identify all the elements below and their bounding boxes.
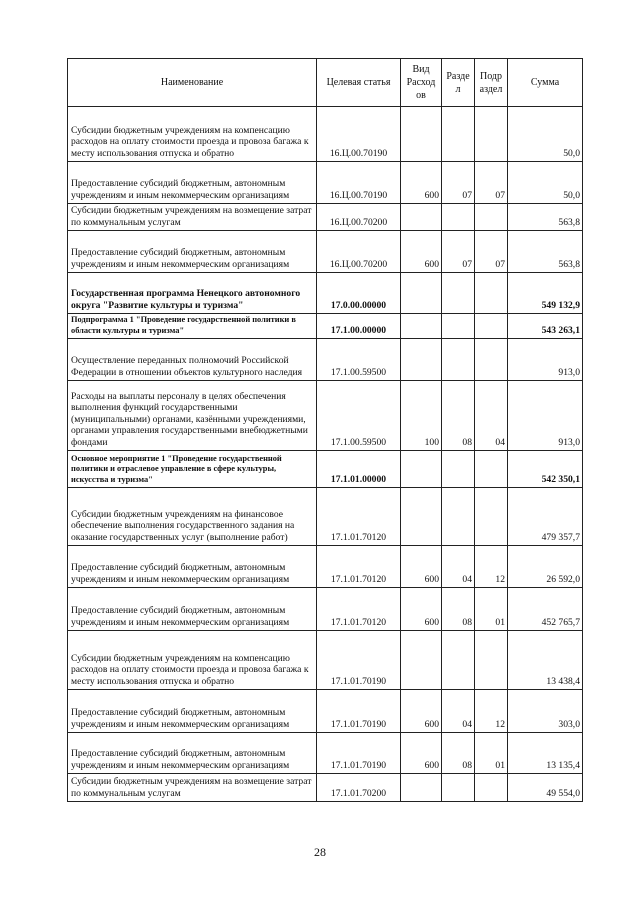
header-type: Вид Расход ов (401, 59, 442, 107)
row-sum: 549 132,9 (508, 273, 583, 314)
table-row (68, 162, 583, 204)
row-sum: 50,0 (508, 107, 583, 162)
row-name: Государственная программа Ненецкого автономного округа "Развитие культуры и туризма" (68, 273, 317, 314)
header-subsection: Подр аздел (475, 59, 508, 107)
row-section: 04 (442, 690, 475, 733)
row-name: Предоставление субсидий бюджетным, автономным учреждениям и иным некоммерческим организациям (68, 546, 317, 588)
row-type (401, 339, 442, 381)
row-section (442, 314, 475, 339)
row-target: 17.1.01.70120 (317, 488, 401, 546)
row-sum: 563,8 (508, 231, 583, 273)
header-section: Разде л (442, 59, 475, 107)
header-sum: Сумма (508, 59, 583, 107)
row-subsection: 07 (475, 162, 508, 204)
row-type (401, 204, 442, 231)
table-row (68, 231, 583, 273)
row-type: 600 (401, 690, 442, 733)
table-row (68, 733, 583, 774)
table-row (68, 631, 583, 690)
row-name: Расходы на выплаты персоналу в целях обеспечения выполнения функций государственными (муниципальными) органами, казёнными учреждениями, органами управления государственными внебюджетными фондами (68, 381, 317, 451)
row-section (442, 774, 475, 802)
header-target: Целевая статья (317, 59, 401, 107)
row-type (401, 273, 442, 314)
row-subsection: 04 (475, 381, 508, 451)
row-subsection: 12 (475, 690, 508, 733)
row-type: 600 (401, 162, 442, 204)
row-type (401, 631, 442, 690)
row-name: Предоставление субсидий бюджетным, автономным учреждениям и иным некоммерческим организациям (68, 733, 317, 774)
row-target: 17.1.01.70200 (317, 774, 401, 802)
row-name: Осуществление переданных полномочий Российской Федерации в отношении объектов культурного наследия (68, 339, 317, 381)
table-row (68, 273, 583, 314)
row-target: 17.1.01.70190 (317, 690, 401, 733)
row-subsection (475, 451, 508, 488)
row-sum: 50,0 (508, 162, 583, 204)
table-row (68, 774, 583, 802)
row-sum: 13 438,4 (508, 631, 583, 690)
row-target: 16.Ц.00.70200 (317, 231, 401, 273)
row-section: 04 (442, 546, 475, 588)
row-target: 17.1.01.70190 (317, 733, 401, 774)
row-target: 17.0.00.00000 (317, 273, 401, 314)
row-section: 07 (442, 162, 475, 204)
row-subsection (475, 774, 508, 802)
row-target: 17.1.00.59500 (317, 381, 401, 451)
row-section (442, 204, 475, 231)
table-row (68, 690, 583, 733)
row-target: 17.1.01.70120 (317, 546, 401, 588)
table-row (68, 107, 583, 162)
row-name: Субсидии бюджетным учреждениям на возмещение затрат по коммунальным услугам (68, 774, 317, 802)
row-sum: 913,0 (508, 339, 583, 381)
row-name: Предоставление субсидий бюджетным, автономным учреждениям и иным некоммерческим организациям (68, 588, 317, 631)
row-section: 08 (442, 733, 475, 774)
row-section: 08 (442, 588, 475, 631)
row-type: 100 (401, 381, 442, 451)
row-sum: 26 592,0 (508, 546, 583, 588)
row-name: Субсидии бюджетным учреждениям на компенсацию расходов на оплату стоимости проезда и провоза багажа к месту использования отпуска и обратно (68, 107, 317, 162)
row-sum: 303,0 (508, 690, 583, 733)
row-target: 17.1.00.00000 (317, 314, 401, 339)
row-subsection (475, 631, 508, 690)
row-sum: 479 357,7 (508, 488, 583, 546)
row-section (442, 107, 475, 162)
table-row (68, 204, 583, 231)
row-target: 16.Ц.00.70190 (317, 162, 401, 204)
row-subsection: 12 (475, 546, 508, 588)
row-name: Субсидии бюджетным учреждениям на компенсацию расходов на оплату стоимости проезда и провоза багажа к месту использования отпуска и обратно (68, 631, 317, 690)
row-subsection (475, 107, 508, 162)
row-sum: 563,8 (508, 204, 583, 231)
budget-table (67, 58, 583, 802)
row-type: 600 (401, 588, 442, 631)
row-name: Основное мероприятие 1 "Проведение государственной политики и отраслевое управление в сфере культуры, искусства и туризма" (68, 451, 317, 488)
table-row (68, 314, 583, 339)
row-section (442, 488, 475, 546)
row-sum: 13 135,4 (508, 733, 583, 774)
row-name: Субсидии бюджетным учреждениям на возмещение затрат по коммунальным услугам (68, 204, 317, 231)
row-type (401, 107, 442, 162)
row-target: 17.1.01.00000 (317, 451, 401, 488)
row-type (401, 488, 442, 546)
row-name: Предоставление субсидий бюджетным, автономным учреждениям и иным некоммерческим организациям (68, 162, 317, 204)
table-row (68, 451, 583, 488)
row-type (401, 314, 442, 339)
table-row (68, 488, 583, 546)
row-type (401, 774, 442, 802)
row-section (442, 339, 475, 381)
row-name: Подпрограмма 1 "Проведение государственной политики в области культуры и туризма" (68, 314, 317, 339)
row-subsection: 01 (475, 733, 508, 774)
row-target: 17.1.00.59500 (317, 339, 401, 381)
header-name: Наименование (68, 59, 317, 107)
table-header-row (68, 59, 583, 107)
row-type: 600 (401, 546, 442, 588)
row-type: 600 (401, 733, 442, 774)
row-sum: 452 765,7 (508, 588, 583, 631)
row-sum: 543 263,1 (508, 314, 583, 339)
row-subsection (475, 488, 508, 546)
table-row (68, 339, 583, 381)
table-row (68, 381, 583, 451)
page-number: 28 (314, 845, 326, 859)
row-name: Субсидии бюджетным учреждениям на финансовое обеспечение выполнения государственного задания на оказание государственных услуг (выполнение работ) (68, 488, 317, 546)
row-subsection (475, 273, 508, 314)
row-subsection (475, 314, 508, 339)
row-subsection (475, 339, 508, 381)
table-row (68, 588, 583, 631)
row-subsection: 01 (475, 588, 508, 631)
row-sum: 49 554,0 (508, 774, 583, 802)
row-sum: 913,0 (508, 381, 583, 451)
row-subsection (475, 204, 508, 231)
row-type: 600 (401, 231, 442, 273)
row-sum: 542 350,1 (508, 451, 583, 488)
row-section: 08 (442, 381, 475, 451)
row-type (401, 451, 442, 488)
row-name: Предоставление субсидий бюджетным, автономным учреждениям и иным некоммерческим организациям (68, 690, 317, 733)
row-target: 16.Ц.00.70200 (317, 204, 401, 231)
row-target: 16.Ц.00.70190 (317, 107, 401, 162)
row-section (442, 451, 475, 488)
row-target: 17.1.01.70190 (317, 631, 401, 690)
row-name: Предоставление субсидий бюджетным, автономным учреждениям и иным некоммерческим организациям (68, 231, 317, 273)
row-section (442, 273, 475, 314)
row-subsection: 07 (475, 231, 508, 273)
table-row (68, 546, 583, 588)
row-section (442, 631, 475, 690)
row-target: 17.1.01.70120 (317, 588, 401, 631)
row-section: 07 (442, 231, 475, 273)
